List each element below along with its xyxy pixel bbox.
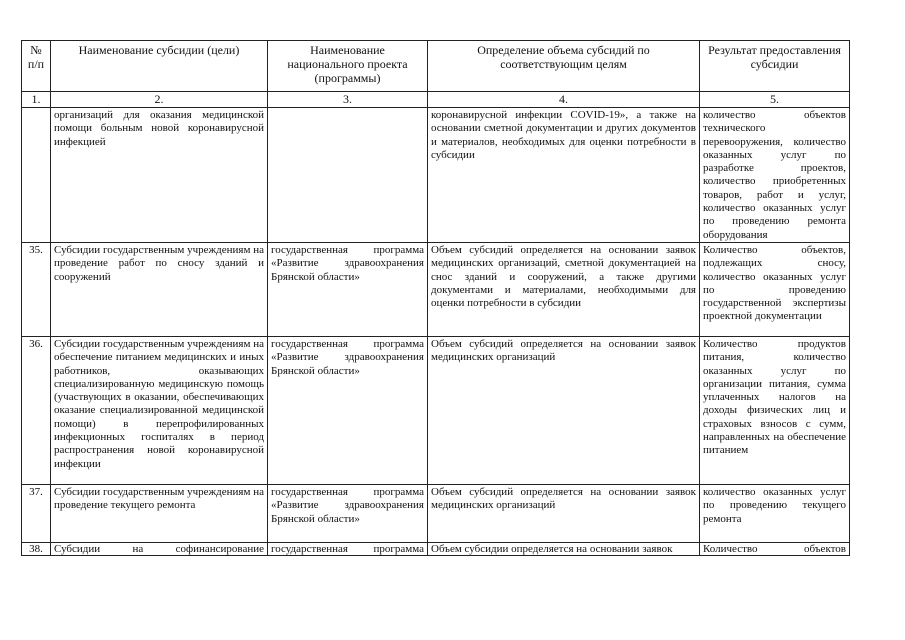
header-national-project: Наименование национального проекта (программы) xyxy=(268,41,428,92)
subsidy-name-cell: Субсидии государственным учреждениям на обеспечение питанием медицинских и иных работников, оказывающих специализированную медицинскую помощь (участвующих в оказании, обеспечивающих оказание специализированной медицинской помощи) в перепрофилированных инфекционных госпиталях в период распространения новой коронавирусной инфекции xyxy=(51,336,268,484)
project-cell: государственная программа «Развитие здравоохранения Брянской области» xyxy=(268,242,428,336)
definition-cell: Объем субсидий определяется на основании заявок медицинских организаций, сметной документацией на снос зданий и сооружений, а также другими документами и материалами, необходимыми для оценки потребности в субсидии xyxy=(428,242,700,336)
column-number: 2. xyxy=(51,92,268,108)
row-number-cell: 37. xyxy=(22,484,51,542)
subsidy-name-cell: организаций для оказания медицинской помощи больным новой коронавирусной инфекцией xyxy=(51,108,268,243)
header-number: № п/п xyxy=(22,41,51,92)
project-cell xyxy=(268,108,428,243)
subsidy-table xyxy=(21,40,850,556)
definition-cell xyxy=(428,542,700,555)
header-subsidy-name: Наименование субсидии (цели) xyxy=(51,41,268,92)
table-row xyxy=(22,542,850,555)
result-cell: количество оказанных услуг по проведению текущего ремонта xyxy=(700,484,850,542)
result-cell xyxy=(700,542,850,555)
column-number: 1. xyxy=(22,92,51,108)
result-text: Количество объектов xyxy=(703,542,846,555)
column-number: 5. xyxy=(700,92,850,108)
subsidy-name-cell xyxy=(51,542,268,555)
project-cell xyxy=(268,542,428,555)
column-number-row xyxy=(22,92,850,108)
definition-cell: Объем субсидий определяется на основании заявок медицинских организаций xyxy=(428,484,700,542)
result-cell: Количество объектов, подлежащих сносу, количество оказанных услуг по проведению государственной экспертизы проектной документации xyxy=(700,242,850,336)
project-cell: государственная программа «Развитие здравоохранения Брянской области» xyxy=(268,484,428,542)
subsidy-name-text: Субсидии на софинансирование xyxy=(54,542,264,555)
subsidy-name-cell: Субсидии государственным учреждениям на проведение текущего ремонта xyxy=(51,484,268,542)
subsidy-name-cell: Субсидии государственным учреждениям на проведение работ по сносу зданий и сооружений xyxy=(51,242,268,336)
column-number: 4. xyxy=(428,92,700,108)
row-number-cell: 36. xyxy=(22,336,51,484)
table-row xyxy=(22,336,850,484)
table-row xyxy=(22,484,850,542)
table-header-row xyxy=(22,41,850,92)
result-cell: количество объектов технического перевооружения, количество оказанных услуг по разработке проектов, количество приобретенных товаров, работ и услуг, количество оказанных услуг по проведению ремонта оборудования xyxy=(700,108,850,243)
column-number: 3. xyxy=(268,92,428,108)
definition-cell: коронавирусной инфекции COVID-19», а также на основании сметной документации и других документов и материалов, необходимых для оценки потребности в субсидии xyxy=(428,108,700,243)
definition-text: Объем субсидии определяется на основании заявок xyxy=(431,542,673,555)
table-row-continuation xyxy=(22,108,850,243)
header-volume-definition: Определение объема субсидий по соответствующим целям xyxy=(428,41,700,92)
result-cell: Количество продуктов питания, количество оказанных услуг по организации питания, сумма уплаченных налогов на доходы физических лиц и страховых взносов с сумм, направленных на обеспечение питанием xyxy=(700,336,850,484)
row-number-cell: 38. xyxy=(22,542,51,555)
definition-cell: Объем субсидий определяется на основании заявок медицинских организаций xyxy=(428,336,700,484)
row-number-cell: 35. xyxy=(22,242,51,336)
project-text: государственная программа xyxy=(271,542,424,555)
row-number-cell xyxy=(22,108,51,243)
project-cell: государственная программа «Развитие здравоохранения Брянской области» xyxy=(268,336,428,484)
header-result: Результат предоставления субсидии xyxy=(700,41,850,92)
table-row xyxy=(22,242,850,336)
